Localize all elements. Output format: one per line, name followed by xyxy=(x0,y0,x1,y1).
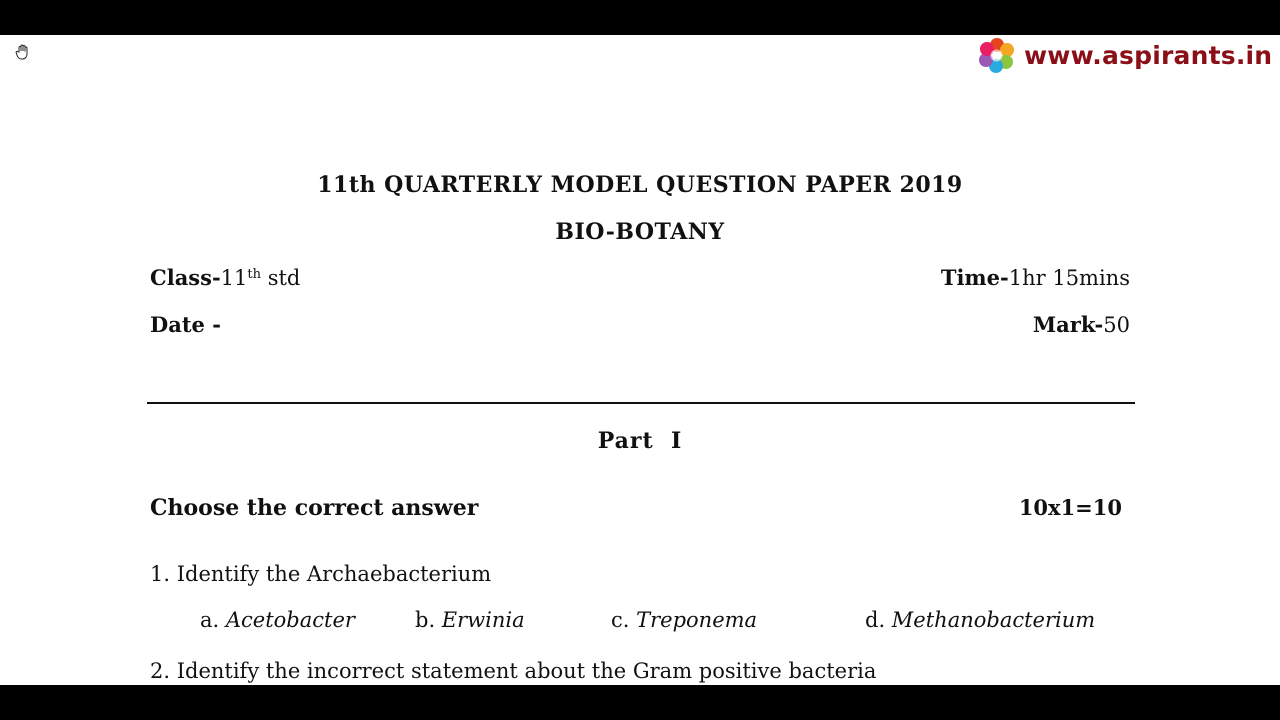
class-label: Class- xyxy=(150,265,221,290)
time-value: 1hr 15mins xyxy=(1008,266,1130,290)
part-heading: Part I xyxy=(597,428,683,454)
document-page[interactable] xyxy=(0,35,1280,685)
time-label: Time- xyxy=(940,265,1009,290)
paper-subject: BIO-BOTANY xyxy=(555,219,725,245)
mark-label: Mark- xyxy=(1032,312,1104,337)
question-1: 1. Identify the Archaebacterium xyxy=(150,562,492,586)
letterbox-top xyxy=(0,0,1280,35)
class-suffix: std xyxy=(261,266,301,290)
option-text: Treponema xyxy=(636,608,758,632)
time-info xyxy=(941,265,1130,290)
flower-logo-icon xyxy=(976,36,1018,74)
question-1-option-b xyxy=(415,608,525,632)
question-1-option-c xyxy=(611,608,757,632)
option-text: Acetobacter xyxy=(225,608,355,632)
class-value: 11 xyxy=(220,266,248,290)
question-1-option-a xyxy=(200,608,355,632)
paper-title: 11th QUARTERLY MODEL QUESTION PAPER 2019 xyxy=(317,172,963,198)
class-info xyxy=(150,265,300,290)
hand-cursor-icon[interactable] xyxy=(14,43,32,61)
option-letter: b. xyxy=(415,608,442,632)
brand-url[interactable]: www.aspirants.in xyxy=(1024,40,1273,70)
date-info xyxy=(150,312,221,337)
option-letter: d. xyxy=(865,608,892,632)
section-instruction: Choose the correct answer xyxy=(150,495,479,521)
brand-header[interactable] xyxy=(976,36,1272,74)
date-label: Date - xyxy=(150,312,221,337)
option-text: Erwinia xyxy=(441,608,525,632)
question-1-option-d xyxy=(865,608,1095,632)
mark-info xyxy=(1033,312,1130,337)
section-marks: 10x1=10 xyxy=(1018,495,1122,520)
option-letter: c. xyxy=(611,608,637,632)
letterbox-bottom xyxy=(0,685,1280,720)
question-2: 2. Identify the incorrect statement about the Gram positive bacteria xyxy=(150,659,877,683)
class-superscript: th xyxy=(247,267,262,282)
option-letter: a. xyxy=(200,608,226,632)
horizontal-rule xyxy=(147,402,1135,404)
option-text: Methanobacterium xyxy=(891,608,1096,632)
mark-value: 50 xyxy=(1103,313,1130,337)
